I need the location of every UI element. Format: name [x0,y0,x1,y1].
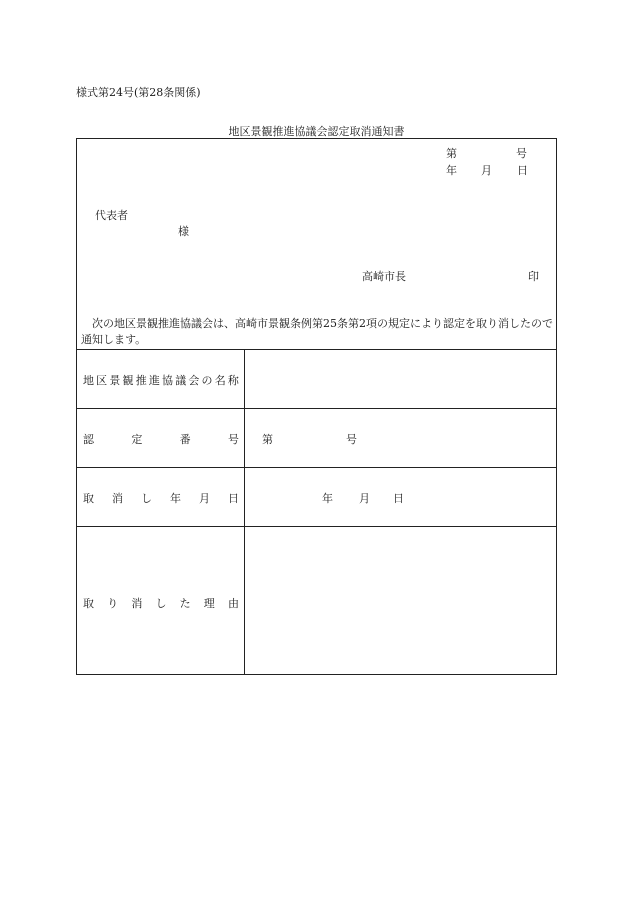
revocation-day: 日 [393,492,404,505]
association-name-label: 地 区 景 観 推 進 協 議 会 の 名 称 [83,374,239,387]
issue-date-year: 年 [446,164,457,177]
honorific-sama: 様 [178,225,189,238]
table-top-rule [77,349,556,350]
seal-mark: 印 [528,270,539,283]
row-divider-2 [77,467,556,468]
row-divider-1 [77,408,556,409]
issue-date-month: 月 [481,164,492,177]
mayor-label: 高崎市長 [362,270,406,283]
form-number-label: 様式第24号(第28条関係) [76,86,201,99]
document-title: 地区景観推進協議会認定取消通知書 [228,125,405,138]
cert-number-label: 認 定 番 号 [83,433,239,446]
doc-number-prefix: 第 [446,147,457,160]
doc-number-suffix: 号 [516,147,527,160]
issue-date-day: 日 [517,164,528,177]
cert-number-suffix: 号 [346,433,357,446]
column-divider [244,349,245,675]
cert-number-prefix: 第 [262,433,273,446]
revocation-month: 月 [359,492,370,505]
revocation-reason-label: 取 り 消 し た 理 由 [83,597,239,610]
form-frame [76,138,557,675]
representative-label: 代表者 [95,209,128,222]
revocation-year: 年 [322,492,333,505]
row-divider-3 [77,526,556,527]
revocation-date-label: 取 消 し 年 月 日 [83,492,239,505]
notice-paragraph: 次の地区景観推進協議会は、高崎市景観条例第25条第2項の規定により認定を取り消したので通知します。 [81,317,553,346]
